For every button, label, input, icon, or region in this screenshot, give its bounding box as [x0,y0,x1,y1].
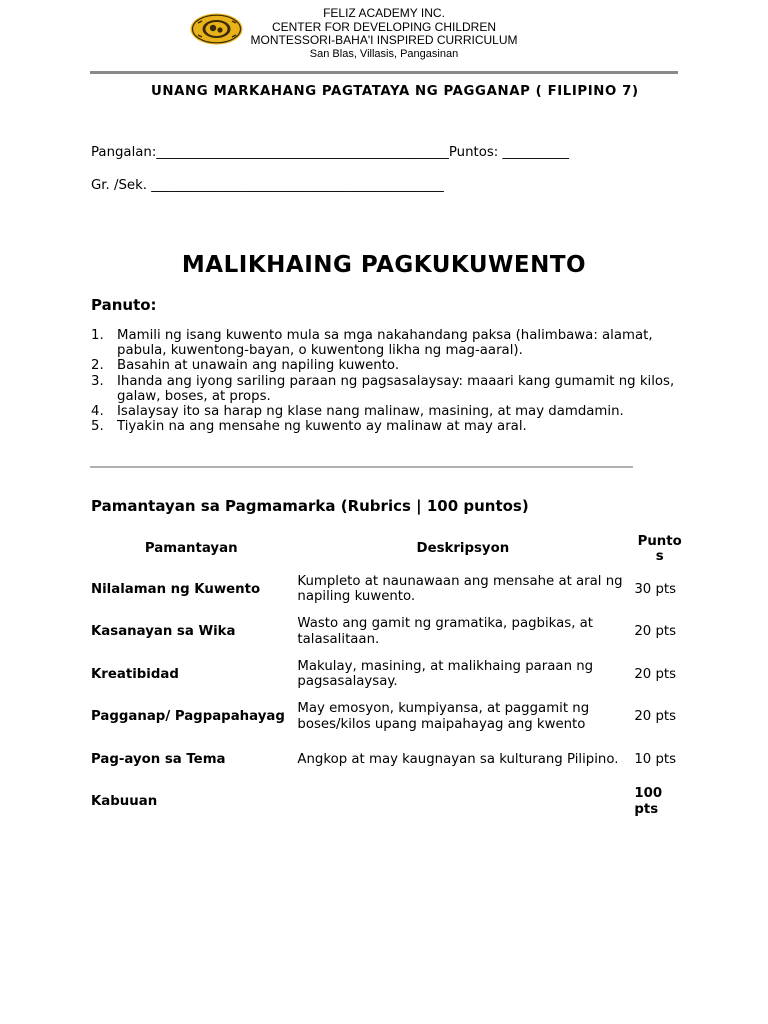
instruction-item [91,358,681,373]
instruction-text: Mamili ng isang kuwento mula sa mga nakahandang paksa (halimbawa: alamat, pabula, kuwentong-bayan, o kuwentong likha ng mag-aaral). [117,328,653,359]
main-title: MALIKHAING PAGKUKUWENTO [181,252,587,278]
rubric-row [88,653,688,696]
instruction-number: 3. [91,373,104,389]
section-field[interactable]: Gr. /Sek. ____________________________________________ [91,178,444,193]
instruction-number: 5. [91,419,104,435]
rubric-points: 20 pts [634,709,677,724]
rubric-title: Pamantayan sa Pagmamarka (Rubrics | 100 puntos) [91,497,529,515]
rubric-criteria: Kasanayan sa Wika [91,624,236,639]
instructions-label: Panuto: [91,296,157,314]
section-divider [90,466,633,468]
rubric-description: Wasto ang gamit ng gramatika, pagbikas, at talasalitaan. [297,616,594,647]
criteria-header: Pamantayan [144,541,238,557]
name-field[interactable]: Pangalan:____________________________________________Puntos: __________ [91,145,569,160]
rubric-description: Angkop at may kaugnayan sa kulturang Pilipino. [297,751,619,767]
school-info [250,7,518,61]
school-name: FELIZ ACADEMY INC. [323,6,445,20]
rubric-description: Makulay, masining, at malikhaing paraan ng pagsasalaysay. [297,658,594,690]
rubric-points: 20 pts [634,666,677,682]
instruction-item [91,374,681,404]
instruction-item [91,419,681,434]
rubric-total-points: 100 pts [634,786,663,817]
rubric-points: 10 pts [634,751,677,767]
rubric-row [88,696,688,739]
instructions-list [91,328,681,434]
points-header: Puntos [637,533,682,564]
rubric-description: Kumpleto at naunawaan ang mensahe at aral ng napiling kuwento. [297,573,623,605]
rubric-description: May emosyon, kumpiyansa, at paggamit ng boses/kilos upang maipahayag ang kwento [297,701,590,732]
rubric-row [88,568,688,611]
rubric-criteria: Kreatibidad [91,666,179,682]
exam-title: UNANG MARKAHANG PAGTATAYA NG PAGGANAP ( FILIPINO 7) [151,84,639,99]
rubric-table [88,530,688,823]
rubric-criteria: Pag-ayon sa Tema [91,751,226,767]
rubric-total-row [88,781,688,824]
center-name: CENTER FOR DEVELOPING CHILDREN [271,19,497,34]
curriculum-name: MONTESSORI-BAHA'I INSPIRED CURRICULUM [250,33,518,47]
instruction-item [91,404,681,419]
rubric-points: 30 pts [634,581,677,597]
rubric-criteria: Nilalaman ng Kuwento [91,581,261,597]
school-address: San Blas, Villasis, Pangasinan [309,47,459,60]
rubric-points: 20 pts [634,624,677,639]
description-header: Deskripsyon [416,541,510,557]
instruction-number: 2. [91,358,104,374]
rubric-total-empty [294,781,631,824]
header-divider [90,71,678,74]
school-seal-logo [190,13,243,45]
instruction-number: 1. [91,328,104,343]
instruction-text: Tiyakin na ang mensahe ng kuwento ay malinaw at may aral. [117,419,527,435]
rubric-total-label: Kabuuan [91,794,158,809]
rubric-row [88,611,688,654]
instruction-text: Isalaysay ito sa harap ng klase nang malinaw, masining, at may damdamin. [117,404,624,420]
rubric-row [88,738,688,781]
instruction-item [91,328,681,358]
instruction-text: Basahin at unawain ang napiling kuwento. [117,358,400,374]
rubric-header-row [88,530,688,568]
rubric-criteria: Pagganap/ Pagpapahayag [91,709,285,724]
instruction-text: Ihanda ang iyong sariling paraan ng pagsasalaysay: maaari kang gumamit ng kilos, galaw, boses, at props. [117,373,675,404]
instruction-number: 4. [91,404,104,420]
